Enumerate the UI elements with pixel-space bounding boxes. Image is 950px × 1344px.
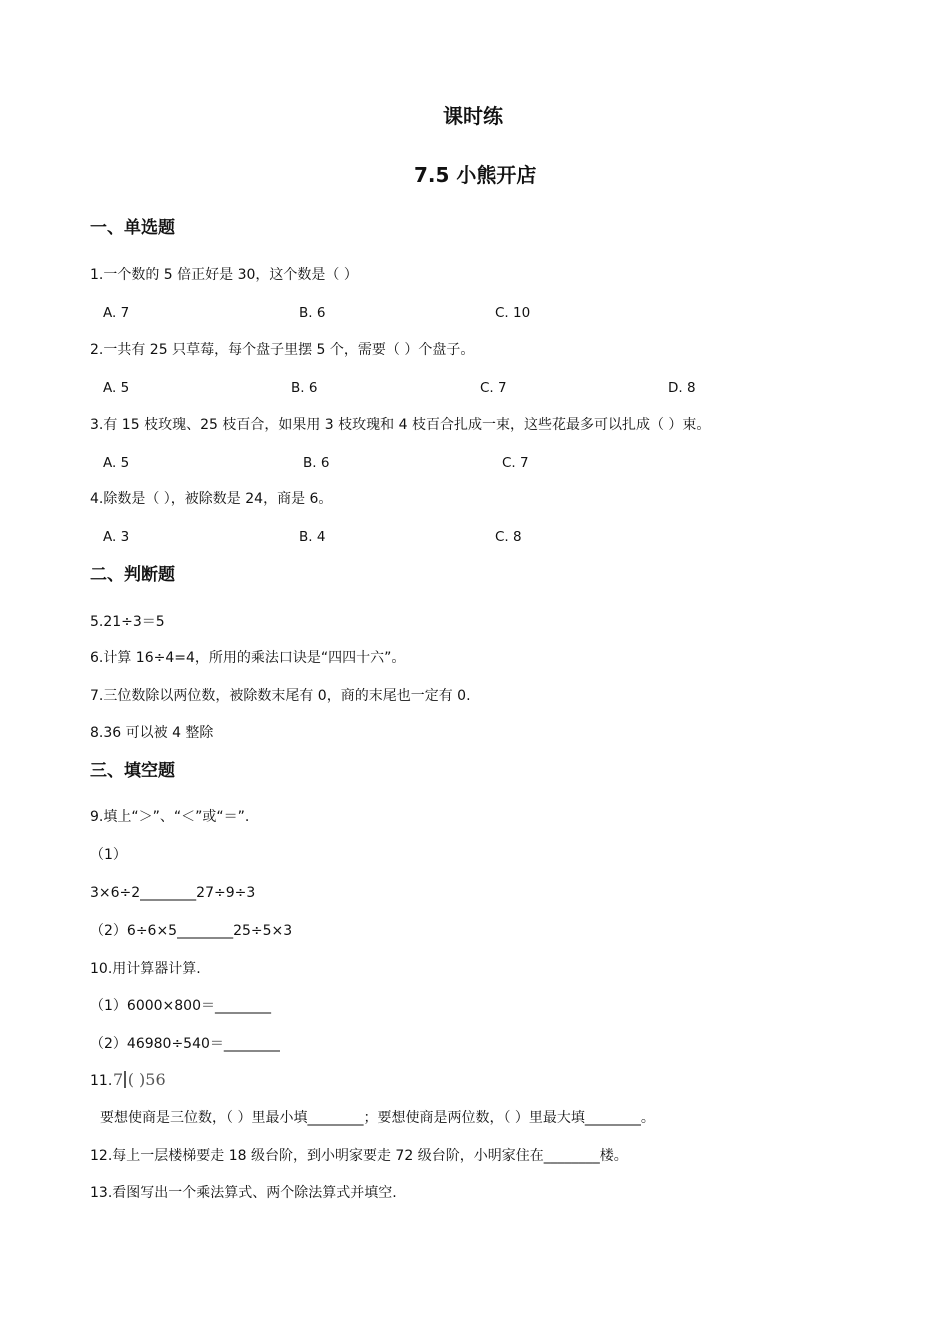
q9-part-1-label: （1）: [90, 847, 127, 863]
division-divisor: 7: [113, 1070, 124, 1089]
q3-option-c: C. 7: [502, 455, 529, 471]
section-heading-fill-in: 三、填空题: [90, 761, 175, 781]
long-division-figure: [113, 1070, 166, 1090]
q3-option-a: A. 5: [103, 455, 130, 471]
section-heading-true-false: 二、判断题: [90, 565, 175, 585]
lesson-subtitle: 7.5 小熊开店: [414, 163, 537, 187]
question-1: 1.一个数的 5 倍正好是 30，这个数是（ ）: [90, 267, 358, 283]
q4-option-b: B. 4: [299, 529, 326, 545]
q3-option-b: B. 6: [303, 455, 330, 471]
question-2: 2.一共有 25 只草莓，每个盘子里摆 5 个，需要（ ）个盘子。: [90, 342, 475, 358]
q4-option-a: A. 3: [103, 529, 130, 545]
q4-option-c: C. 8: [495, 529, 522, 545]
question-11-text: 要想使商是三位数，（ ）里最小填________；要想使商是两位数，（ ）里最大填________。: [100, 1110, 655, 1126]
q9-part-2-expression: （2）6÷6×5________25÷5×3: [90, 923, 293, 939]
q1-option-b: B. 6: [299, 305, 326, 321]
question-10: 10.用计算器计算.: [90, 961, 201, 977]
question-7: 7.三位数除以两位数，被除数末尾有 0，商的末尾也一定有 0.: [90, 688, 471, 704]
q10-part-2: （2）46980÷540＝________: [90, 1036, 280, 1052]
q2-option-a: A. 5: [103, 380, 130, 396]
q2-option-d: D. 8: [668, 380, 696, 396]
question-9: 9.填上“＞”、“＜”或“＝”.: [90, 809, 250, 825]
section-heading-single-choice: 一、单选题: [90, 218, 175, 238]
question-8: 8.36 可以被 4 整除: [90, 725, 214, 741]
page-title: 课时练: [443, 104, 503, 128]
question-11-number: 11.: [90, 1073, 113, 1089]
q1-option-c: C. 10: [495, 305, 531, 321]
question-5: 5.21÷3＝5: [90, 614, 165, 630]
division-bracket-icon: [124, 1071, 126, 1088]
q10-part-1: （1）6000×800＝________: [90, 998, 271, 1014]
q2-option-b: B. 6: [291, 380, 318, 396]
q9-part-1-expression: 3×6÷2________27÷9÷3: [90, 885, 256, 901]
question-6: 6.计算 16÷4=4，所用的乘法口诀是“四四十六”。: [90, 650, 406, 666]
question-3: 3.有 15 枝玫瑰、25 枝百合，如果用 3 枝玫瑰和 4 枝百合扎成一束，这些花最多可以扎成（ ）束。: [90, 417, 711, 433]
q1-option-a: A. 7: [103, 305, 130, 321]
division-dividend: ( )56: [127, 1070, 166, 1089]
question-4: 4.除数是（ ），被除数是 24，商是 6。: [90, 491, 333, 507]
q2-option-c: C. 7: [480, 380, 507, 396]
question-12: 12.每上一层楼梯要走 18 级台阶，到小明家要走 72 级台阶，小明家住在________楼。: [90, 1148, 628, 1164]
question-13: 13.看图写出一个乘法算式、两个除法算式并填空.: [90, 1185, 397, 1201]
